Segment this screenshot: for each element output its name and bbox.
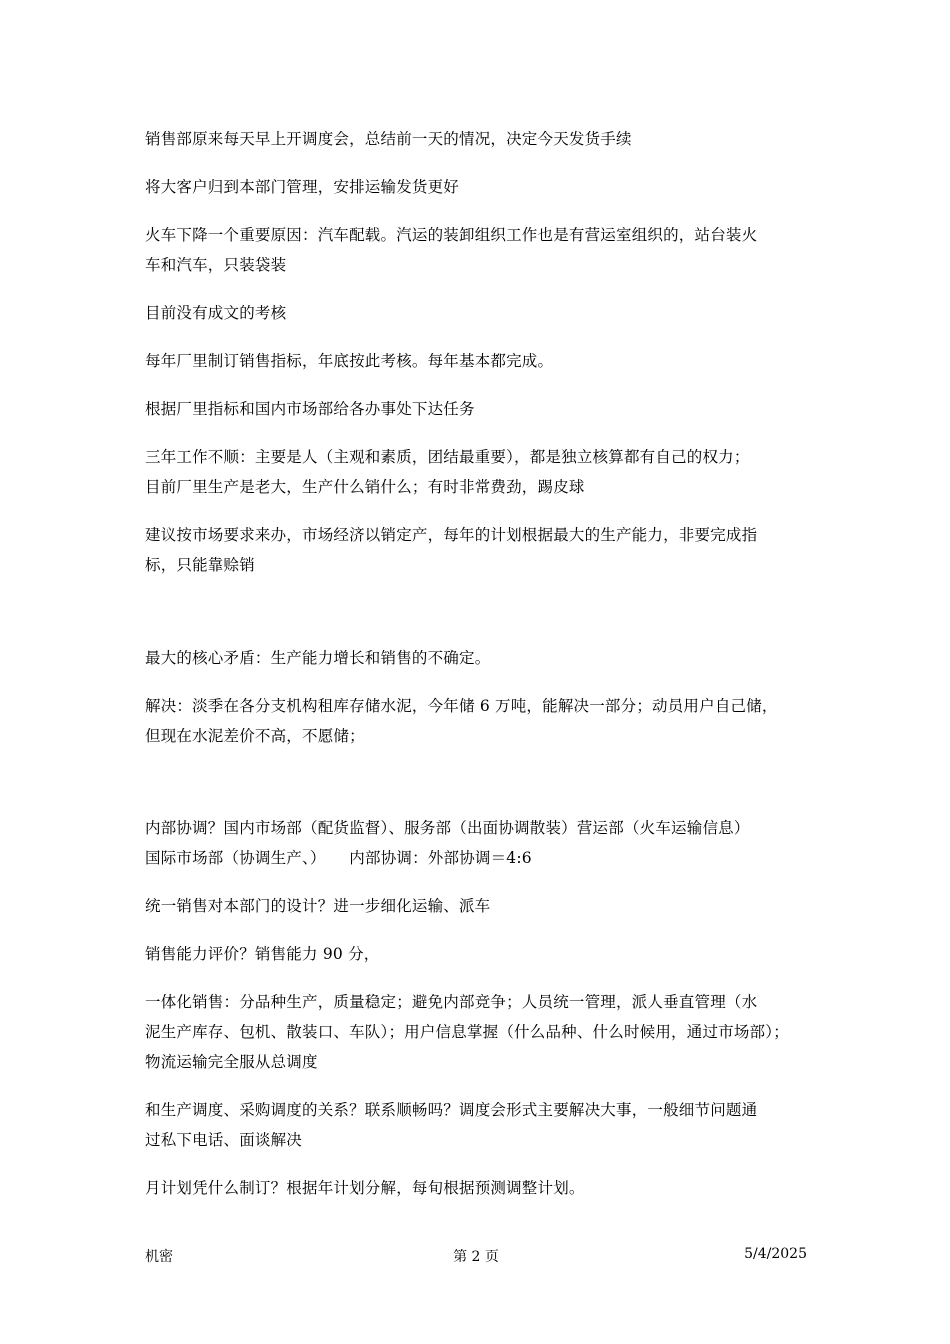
paragraph-line: 过私下电话、面谈解决 <box>145 1131 303 1149</box>
paragraph-line: 月计划凭什么制订？根据年计划分解，每旬根据预测调整计划。 <box>145 1179 585 1197</box>
paragraph-line: 标，只能靠赊销 <box>145 556 255 574</box>
paragraph <box>145 442 813 502</box>
paragraph-line: 泥生产库存、包机、散装口、车队）；用户信息掌握（什么品种、什么时候用，通过市场部）； <box>145 1023 789 1041</box>
paragraph-line: 火车下降一个重要原因：汽车配载。汽运的装卸组织工作也是有营运室组织的，站台装火 <box>145 226 758 244</box>
paragraph-line: 物流运输完全服从总调度 <box>145 1053 318 1071</box>
paragraph-line: 目前厂里生产是老大，生产什么销什么；有时非常费劲，踢皮球 <box>145 478 585 496</box>
paragraph-line: 将大客户归到本部门管理，安排运输发货更好 <box>145 178 460 196</box>
paragraph <box>145 346 813 376</box>
paragraph-line: 和生产调度、采购调度的关系？联系顺畅吗？调度会形式主要解决大事，一般细节问题通 <box>145 1101 758 1119</box>
paragraph-line: 内部协调？国内市场部（配货监督）、服务部（出面协调散装）营运部（火车运输信息） <box>145 819 750 837</box>
paragraph-line: 建议按市场要求来办，市场经济以销定产，每年的计划根据最大的生产能力，非要完成指 <box>145 526 758 544</box>
footer-date: 5/4/2025 <box>744 1246 807 1262</box>
paragraph <box>145 220 813 280</box>
paragraph <box>145 520 813 580</box>
document-body <box>145 124 813 1203</box>
paragraph <box>145 691 813 751</box>
paragraph <box>145 1173 813 1203</box>
paragraph-line: 国际市场部（协调生产、） 内部协调：外部协调＝4:6 <box>145 849 532 867</box>
paragraph <box>145 124 813 154</box>
page-footer <box>145 1246 807 1266</box>
paragraph <box>145 939 813 969</box>
paragraph <box>145 891 813 921</box>
paragraph-line: 解决：淡季在各分支机构租库存储水泥，今年储 6 万吨，能解决一部分；动员用户自己储， <box>145 697 778 715</box>
paragraph-line: 最大的核心矛盾：生产能力增长和销售的不确定。 <box>145 649 491 667</box>
paragraph <box>145 298 813 328</box>
paragraph-line: 目前没有成文的考核 <box>145 304 287 322</box>
paragraph-line: 一体化销售：分品种生产，质量稳定；避免内部竞争；人员统一管理，派人垂直管理（水 <box>145 993 758 1011</box>
paragraph <box>145 987 813 1077</box>
paragraph-line: 每年厂里制订销售指标，年底按此考核。每年基本都完成。 <box>145 352 554 370</box>
paragraph <box>145 643 813 673</box>
paragraph-line: 统一销售对本部门的设计？进一步细化运输、派车 <box>145 897 491 915</box>
paragraph <box>145 172 813 202</box>
paragraph-line: 销售能力评价？销售能力 90 分， <box>145 945 380 963</box>
paragraph-line: 三年工作不顺：主要是人（主观和素质，团结最重要），都是独立核算都有自己的权力； <box>145 448 750 466</box>
paragraph-line: 销售部原来每天早上开调度会，总结前一天的情况，决定今天发货手续 <box>145 130 632 148</box>
paragraph-line: 但现在水泥差价不高，不愿储； <box>145 727 365 745</box>
paragraph-line: 根据厂里指标和国内市场部给各办事处下达任务 <box>145 400 475 418</box>
confidential-label: 机密 <box>145 1249 173 1265</box>
page-number: 第 2 页 <box>453 1249 499 1265</box>
paragraph-line: 车和汽车，只装袋装 <box>145 256 287 274</box>
paragraph <box>145 394 813 424</box>
paragraph <box>145 813 813 873</box>
paragraph <box>145 1095 813 1155</box>
